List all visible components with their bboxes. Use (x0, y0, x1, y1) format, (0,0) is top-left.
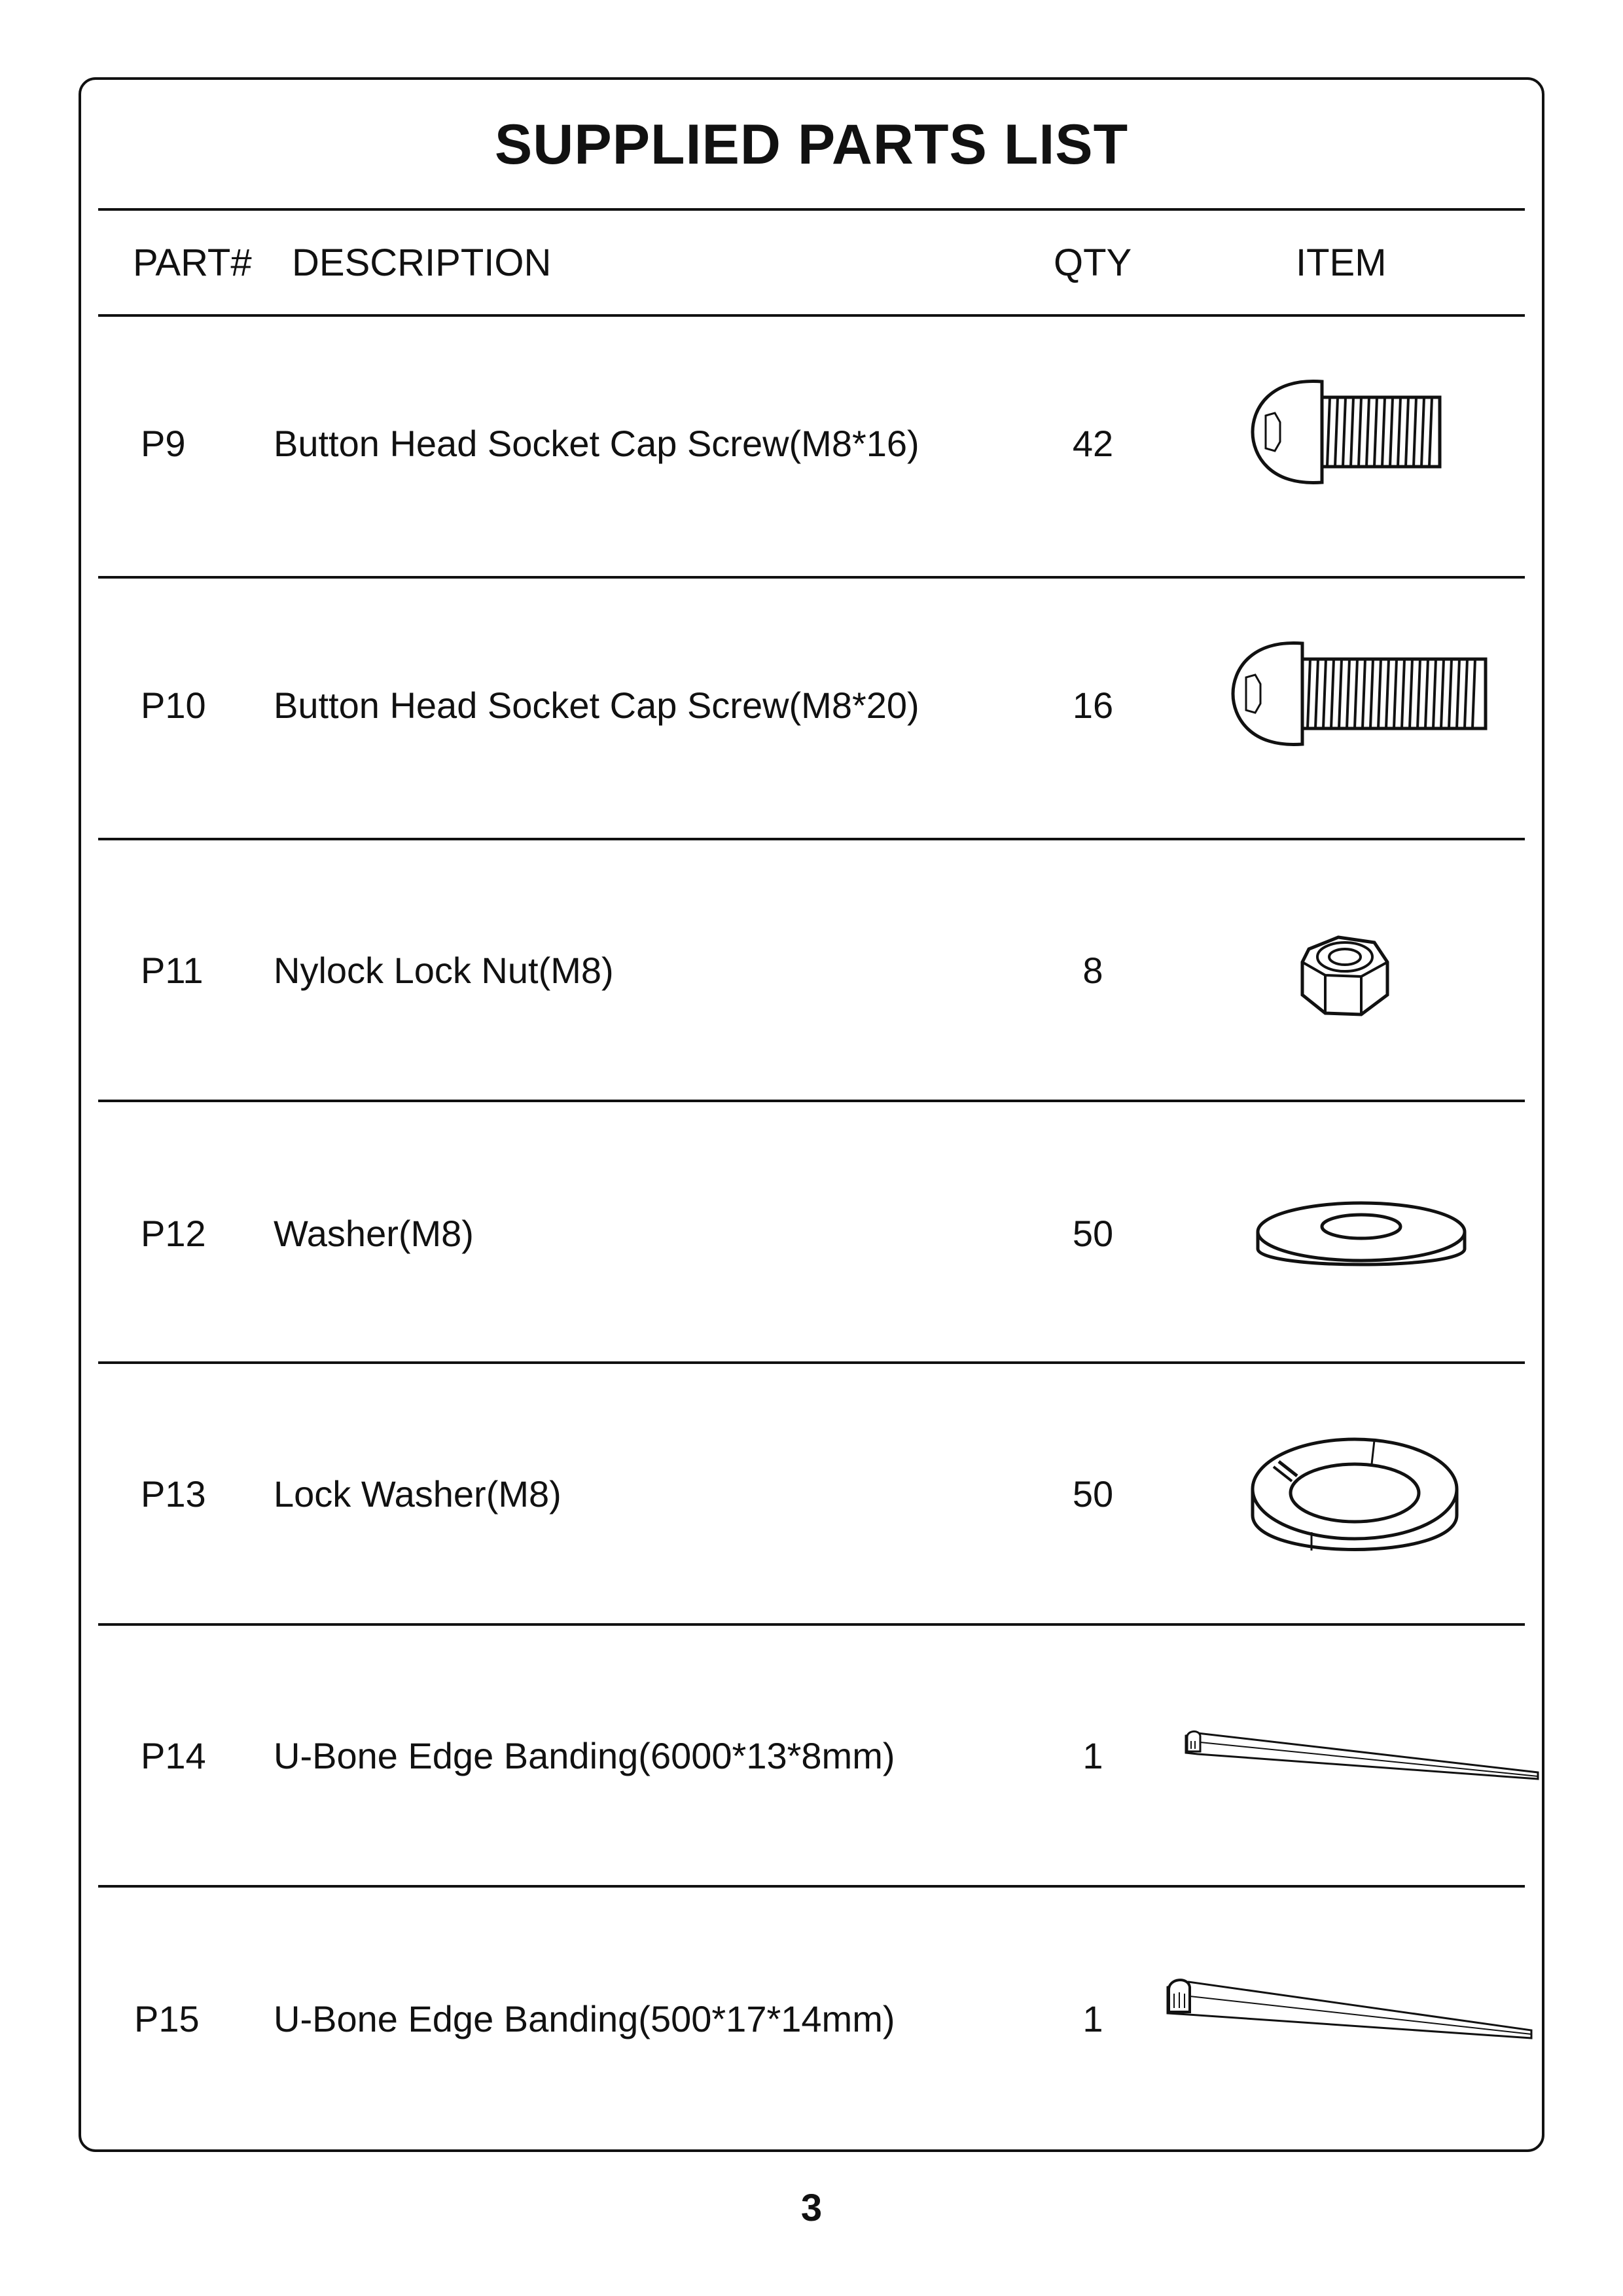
part-description: U-Bone Edge Banding(500*17*14mm) (274, 1998, 895, 2039)
part-number: P10 (141, 685, 206, 726)
button-head-screw-short-icon (1243, 363, 1453, 501)
part-qty: 16 (1072, 685, 1114, 726)
part-qty: 42 (1072, 423, 1114, 464)
table-row (0, 838, 1623, 1100)
lock-washer-icon (1243, 1424, 1466, 1581)
table-row (0, 314, 1623, 576)
part-description: U-Bone Edge Banding(6000*13*8mm) (274, 1735, 895, 1776)
part-number: P13 (141, 1473, 206, 1515)
table-row (0, 1623, 1623, 1885)
part-qty: 1 (1082, 1735, 1103, 1776)
edge-banding-thin-icon (1178, 1721, 1544, 1793)
flat-washer-icon (1250, 1191, 1472, 1289)
part-description: Button Head Socket Cap Screw(M8*20) (274, 685, 919, 726)
part-qty: 1 (1082, 1998, 1103, 2039)
part-number: P14 (141, 1735, 206, 1776)
part-qty: 8 (1082, 950, 1103, 991)
part-number: P11 (141, 950, 204, 991)
part-number: P15 (134, 1998, 200, 2039)
header-item: ITEM (1296, 242, 1387, 284)
page-number: 3 (800, 2187, 823, 2229)
header-part: PART# (133, 242, 252, 284)
page-title: SUPPLIED PARTS LIST (494, 113, 1129, 176)
table-row (0, 1361, 1623, 1623)
part-description: Nylock Lock Nut(M8) (274, 950, 614, 991)
button-head-screw-long-icon (1224, 625, 1499, 762)
part-description: Lock Washer(M8) (274, 1473, 562, 1515)
part-description: Button Head Socket Cap Screw(M8*16) (274, 423, 919, 464)
table-row (0, 1885, 1623, 2147)
part-qty: 50 (1072, 1473, 1114, 1515)
nylock-nut-icon (1289, 929, 1400, 1028)
header-description: DESCRIPTION (292, 242, 552, 284)
divider (98, 208, 1525, 211)
part-number: P12 (141, 1213, 206, 1254)
header-qty: QTY (1054, 242, 1132, 284)
table-row (0, 1100, 1623, 1361)
edge-banding-thick-icon (1158, 1970, 1538, 2055)
table-row (0, 576, 1623, 838)
part-number: P9 (141, 423, 186, 464)
part-qty: 50 (1072, 1213, 1114, 1254)
part-description: Washer(M8) (274, 1213, 474, 1254)
